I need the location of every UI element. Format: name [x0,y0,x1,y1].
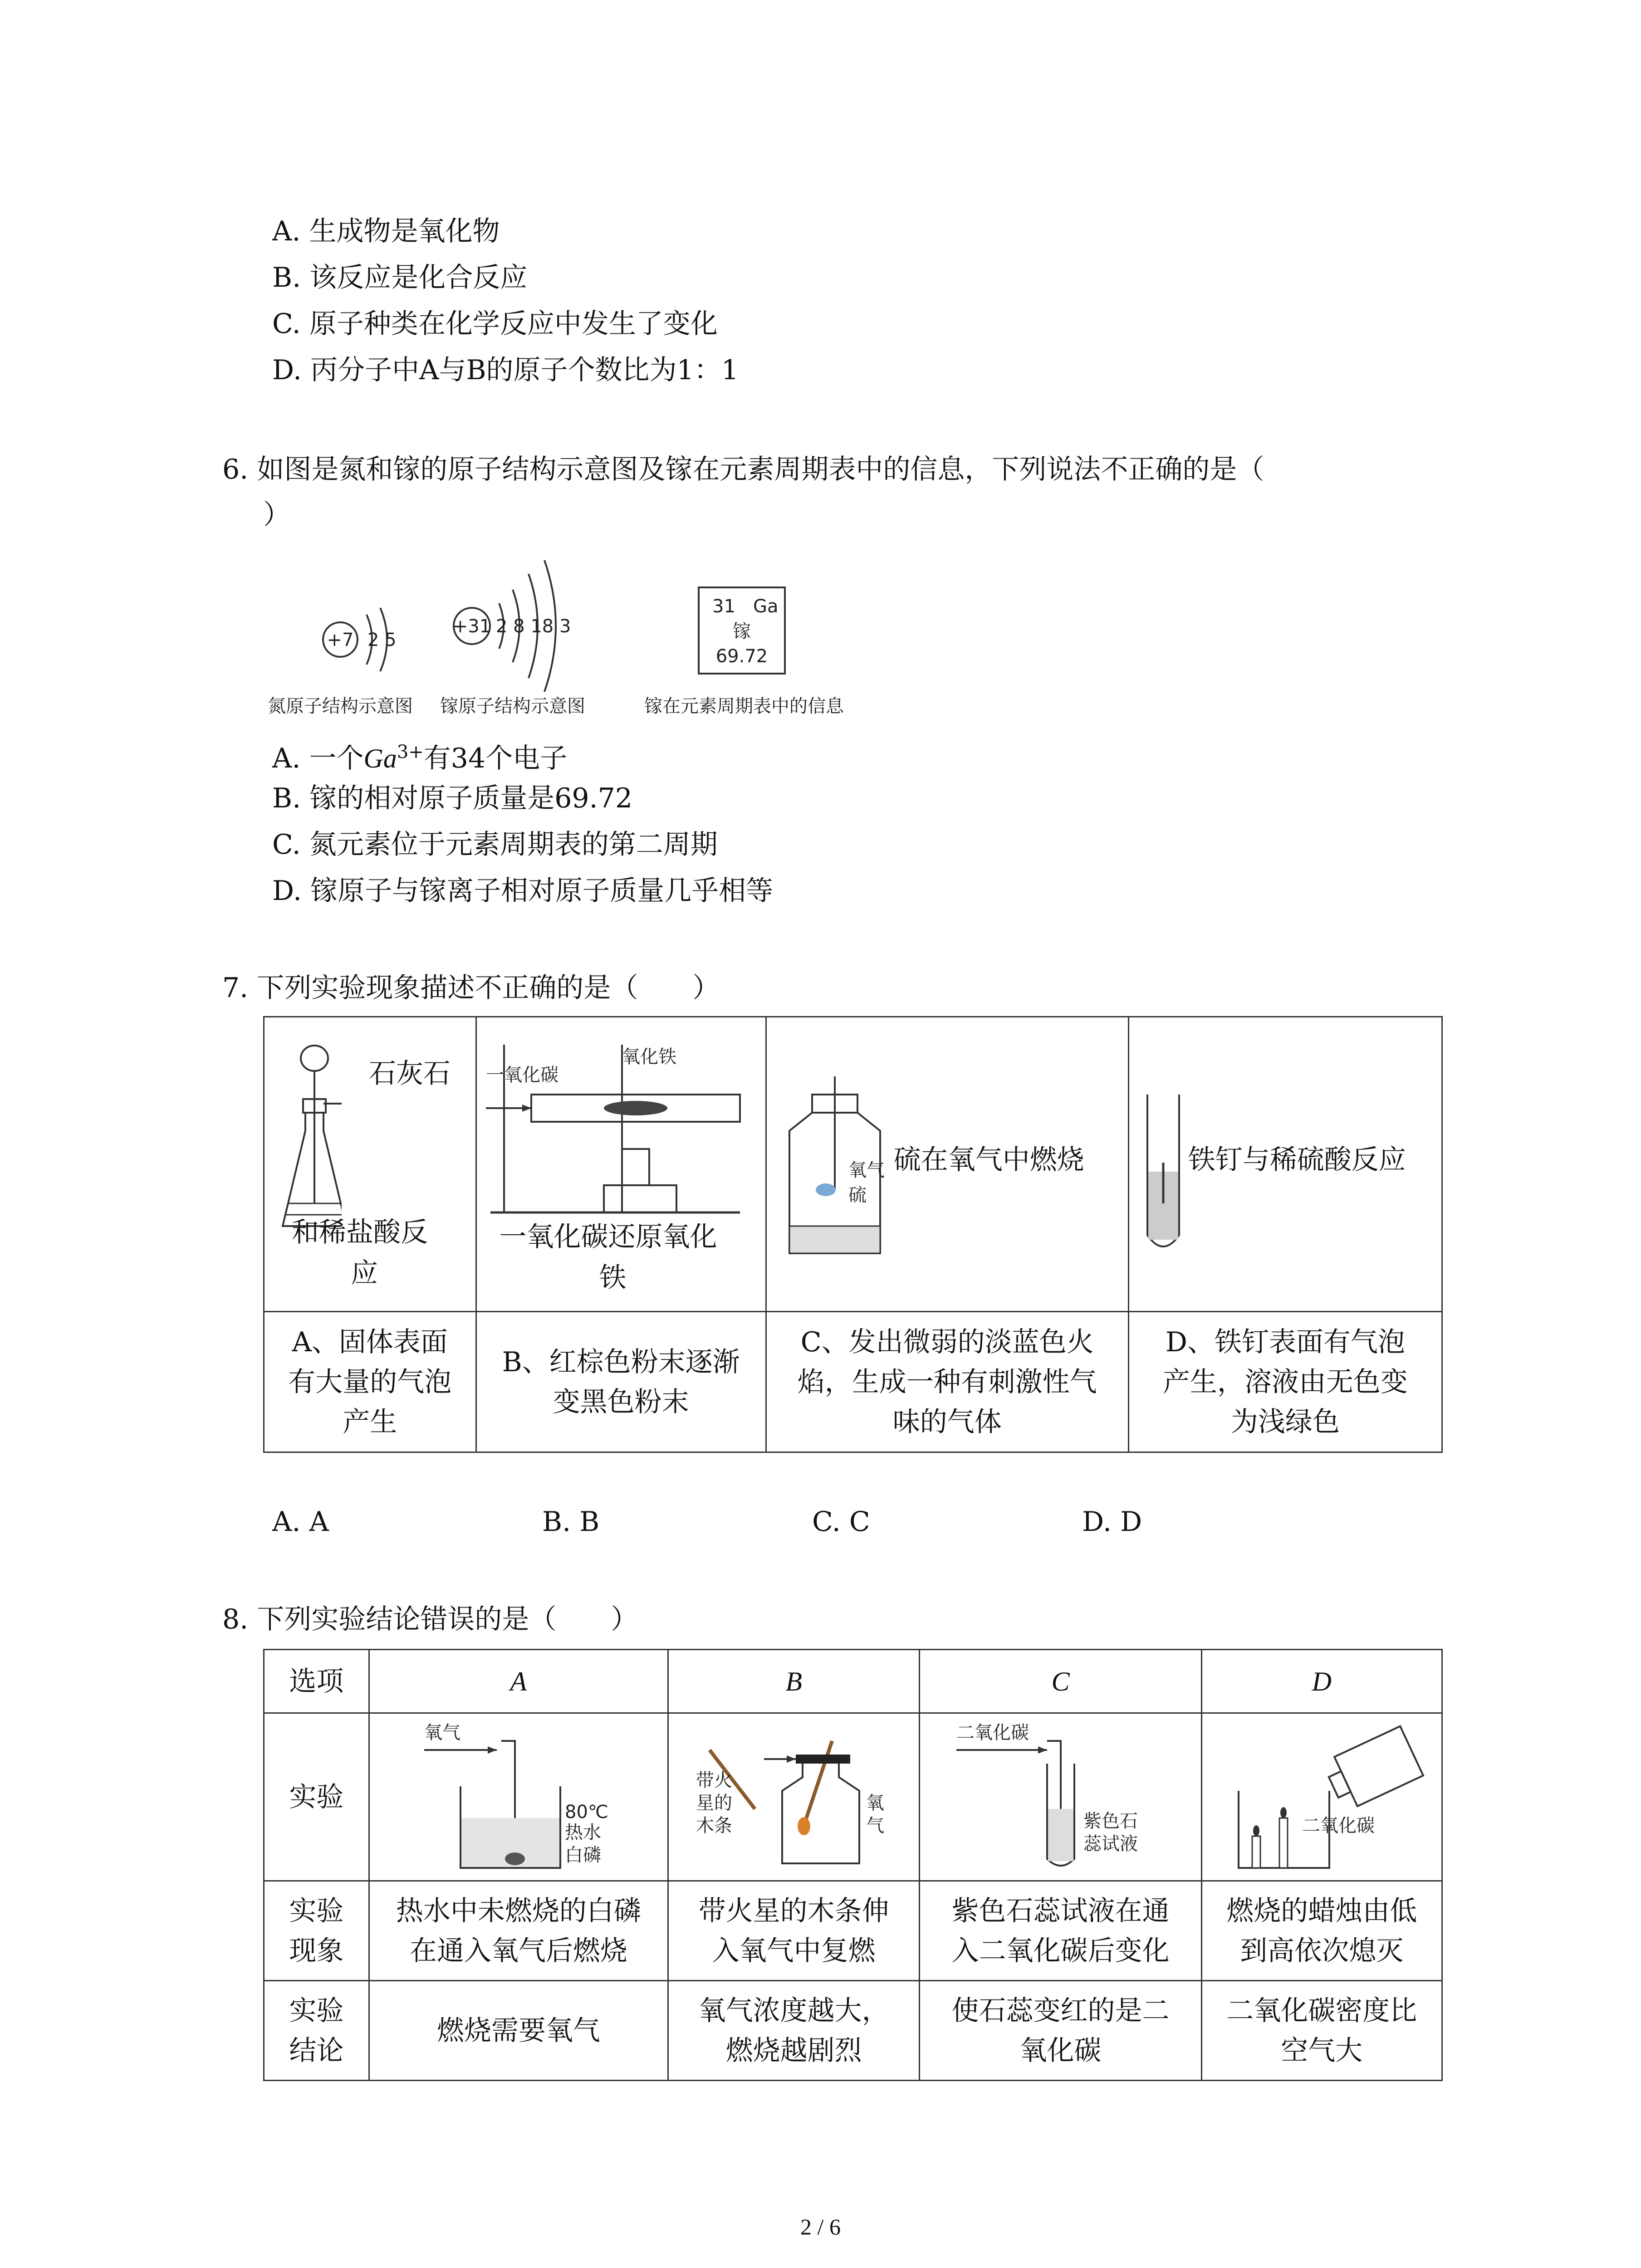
svg-text:氧气: 氧气 [424,1723,460,1743]
q8-phen-d: 燃烧的蜡烛由低 到高依次熄灭 [1201,1881,1442,1981]
q8-row-phenomenon: 实验 现象 [264,1881,369,1981]
svg-text:+7: +7 [327,630,354,650]
svg-text:氧气: 氧气 [848,1160,885,1181]
q8-img-b [668,1713,919,1881]
q6-option-d: D. 镓原子与镓离子相对原子质量几乎相等 [272,875,774,907]
q8-row-experiment: 实验 [264,1713,369,1881]
q8-phen-c: 紫色石蕊试液在通 入二氧化碳后变化 [920,1881,1201,1981]
q6-option-a: A. 一个$Ga^{3+}$有34个电子 [272,742,568,774]
q8-row-conclusion: 实验 结论 [264,1981,369,2081]
q5-option-d: D. 丙分子中A与B的原子个数比为1：1 [272,354,739,386]
q7-exp-c: 氧气 硫 硫在氧气中燃烧 [766,1017,1128,1312]
q7-exp-b: 一氧化碳 氧化铁 一氧化碳还原氧化 铁 [476,1017,766,1312]
q6-stem: 6. 如图是氮和镓的原子结构示意图及镓在元素周期表中的信息，下列说法不正确的是（ [222,454,1264,485]
svg-text:热水: 热水 [564,1822,601,1843]
svg-text:蕊试液: 蕊试液 [1083,1833,1138,1854]
q8-stem: 8. 下列实验结论错误的是（ ） [222,1603,638,1635]
q7-phen-a: A、固体表面 有大量的气泡 产生 [264,1312,476,1452]
caption-cell: 镓在元素周期表中的信息 [644,696,844,717]
svg-text:2 8 18 3: 2 8 18 3 [496,616,571,637]
q7-phen-c: C、发出微弱的淡蓝色火 焰，生成一种有刺激性气 味的气体 [766,1312,1128,1452]
page-number: 2 / 6 [800,2214,841,2239]
q8-header-a: A [369,1650,668,1713]
q6-option-c: C. 氮元素位于元素周期表的第二周期 [272,829,718,860]
q6-stem-close: ） [263,499,290,531]
q7-choice-c: C. C [812,1506,870,1538]
q6-figure [254,535,889,735]
svg-text:二氧化碳: 二氧化碳 [1302,1815,1375,1836]
svg-text:2 5: 2 5 [367,630,397,650]
q8-phen-b: 带火星的木条伸 入氧气中复燃 [668,1881,919,1981]
q8-phen-a: 热水中未燃烧的白磷 在通入氧气后燃烧 [369,1881,668,1981]
svg-text:31: 31 [712,596,735,617]
svg-text:镓: 镓 [733,621,751,642]
q8-header-c: C [920,1650,1201,1713]
q5-option-b: B. 该反应是化合反应 [272,262,528,293]
q8-conc-c: 使石蕊变红的是二 氧化碳 [920,1981,1201,2081]
svg-text:+31: +31 [452,616,491,637]
svg-text:白磷: 白磷 [564,1845,601,1866]
svg-text:80℃: 80℃ [564,1802,608,1823]
caption-nitrogen: 氮原子结构示意图 [268,696,413,717]
q8-img-c [920,1713,1201,1881]
q7-choice-b: B. B [542,1506,600,1538]
gallium-atom-diagram [453,560,571,692]
q7-phen-b: B、红棕色粉末逐渐 变黑色粉末 [476,1312,766,1452]
q8-header-d: D [1201,1650,1442,1713]
q5-option-c: C. 原子种类在化学反应中发生了变化 [272,308,718,340]
white-phosphorus-beaker-icon [424,1723,615,1872]
q7-exp-d: 铁钉与稀硫酸反应 [1128,1017,1442,1312]
q8-conc-a: 燃烧需要氧气 [369,1981,668,2081]
svg-text:硫: 硫 [848,1185,867,1206]
q7-exp-a: 石灰石 和稀盐酸反 应 [264,1017,476,1312]
svg-text:气: 气 [866,1815,884,1836]
glowing-splint-icon [696,1723,905,1872]
q7-phen-d: D、铁钉表面有气泡 产生，溶液由无色变 为浅绿色 [1128,1312,1442,1452]
q7-choice-d: D. D [1082,1506,1142,1538]
svg-text:带火: 带火 [696,1770,732,1791]
svg-text:Ga: Ga [753,596,779,617]
svg-text:木条: 木条 [696,1815,732,1836]
svg-text:二氧化碳: 二氧化碳 [956,1723,1029,1743]
candle-beaker-icon [1230,1723,1429,1872]
litmus-test-tube-icon [956,1723,1183,1872]
q5-option-a: A. 生成物是氧化物 [272,215,500,247]
svg-text:氧化铁: 氧化铁 [622,1046,676,1067]
q7-table [263,1016,1443,1453]
q7-choice-a: A. A [272,1506,329,1538]
svg-text:氧: 氧 [866,1793,884,1813]
q8-conc-b: 氧气浓度越大， 燃烧越剧烈 [668,1981,919,2081]
svg-text:一氧化碳: 一氧化碳 [485,1065,558,1085]
q8-header-option: 选项 [264,1650,369,1713]
q8-header-b: B [668,1650,919,1713]
reduction-apparatus-icon [486,1031,758,1222]
q7-stem: 7. 下列实验现象描述不正确的是（ ） [222,972,720,1004]
svg-text:星的: 星的 [696,1793,732,1813]
q6-option-b: B. 镓的相对原子质量是69.72 [272,782,633,814]
q8-conc-d: 二氧化碳密度比 空气大 [1201,1981,1442,2081]
q8-table [263,1649,1443,2081]
sulfur-combustion-icon [780,1076,912,1267]
gallium-periodic-cell [699,587,785,674]
test-tube-icon [1143,1095,1184,1258]
caption-gallium: 镓原子结构示意图 [440,696,585,717]
q8-img-a [369,1713,668,1881]
nitrogen-atom-diagram [323,608,397,671]
q8-img-d [1201,1713,1442,1881]
svg-text:紫色石: 紫色石 [1083,1811,1138,1832]
svg-text:69.72: 69.72 [715,646,768,667]
